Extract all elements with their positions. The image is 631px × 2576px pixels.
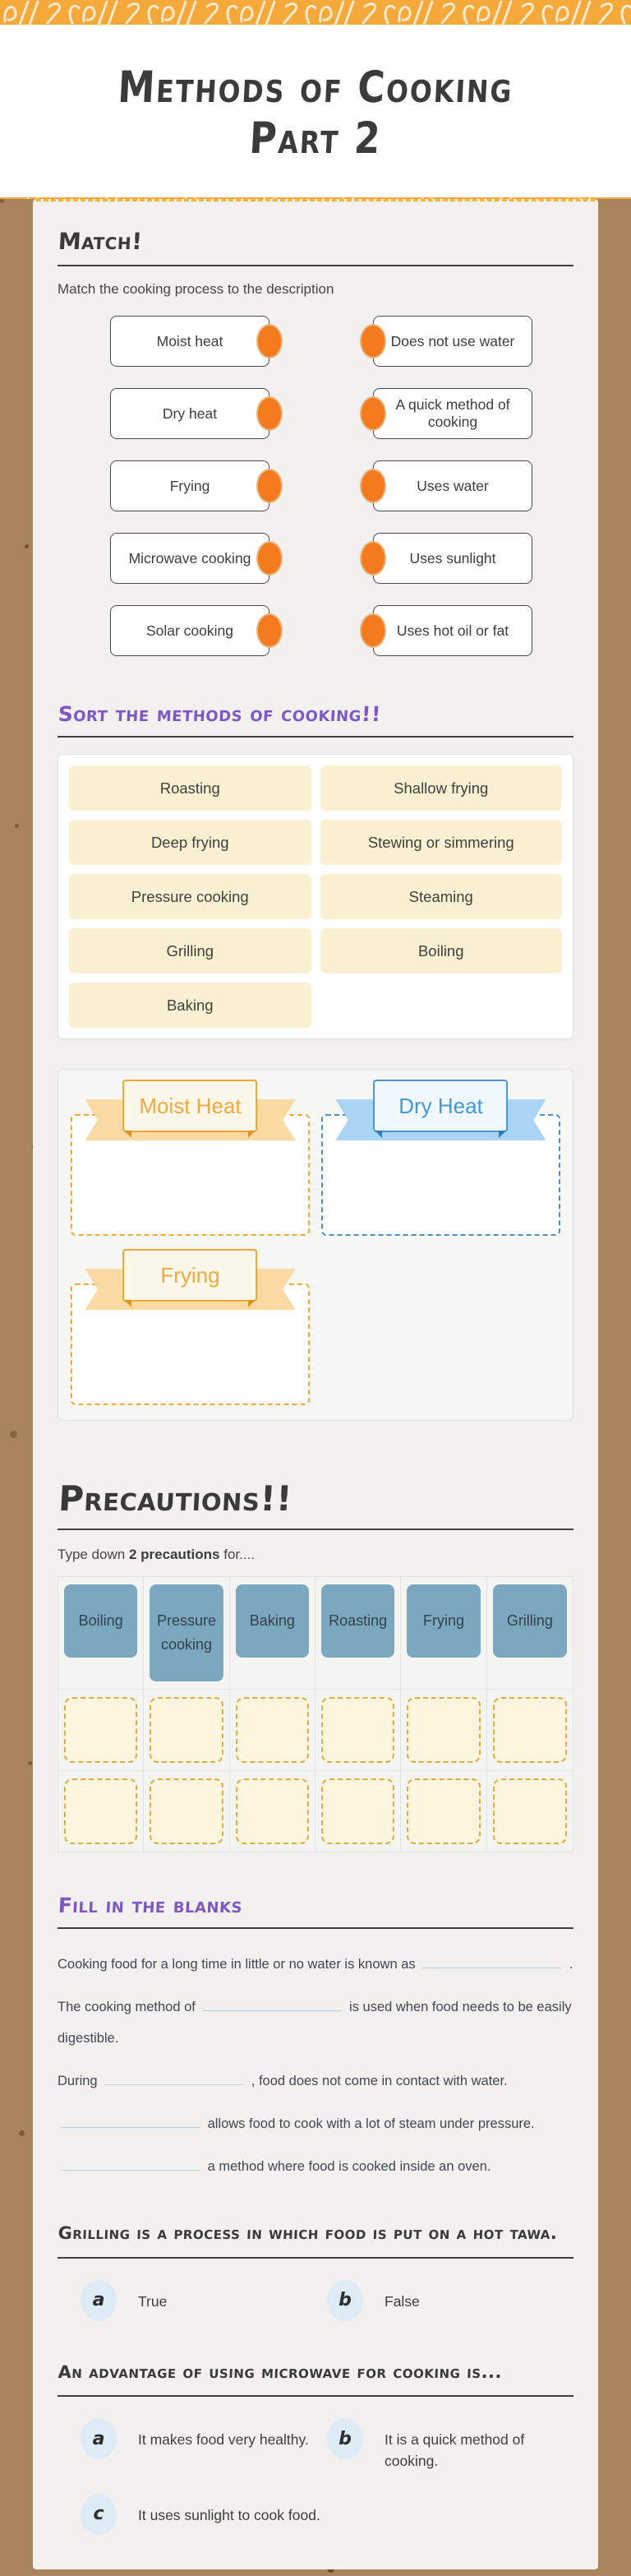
option-label: False — [385, 2292, 420, 2310]
bin-label: Dry Heat — [374, 1080, 509, 1132]
match-rows — [58, 316, 573, 656]
match-connector-dot[interactable] — [360, 613, 386, 648]
sort-option-button[interactable]: Deep frying — [69, 820, 311, 865]
sort-option-button[interactable]: Stewing or simmering — [320, 820, 563, 865]
precaution-answer-cell — [58, 1690, 144, 1771]
section-match — [58, 228, 573, 656]
option-letter-badge[interactable]: b — [327, 2418, 363, 2459]
precaution-method-chip: Boiling — [64, 1584, 137, 1658]
precaution-answer-cell — [316, 1690, 401, 1771]
precautions-heading: Precautions!! — [58, 1478, 294, 1519]
worksheet-header — [0, 25, 631, 197]
sort-option-button[interactable]: Pressure cooking — [69, 874, 311, 919]
question-tf-heading: Grilling is a process in which food is put on a hot tawa. — [58, 2223, 558, 2244]
precaution-answer-input[interactable] — [493, 1697, 567, 1763]
option-label: True — [138, 2292, 168, 2310]
match-connector-dot[interactable] — [360, 541, 386, 576]
precaution-answer-input[interactable] — [236, 1697, 309, 1763]
worksheet-title-line2: Part 2 — [248, 113, 384, 164]
match-connector-dot[interactable] — [360, 324, 386, 358]
sort-drop-bins — [58, 1069, 573, 1421]
sentence-text: Cooking food for a long time in little or no water is known as — [58, 1957, 420, 1972]
fill-blank-input[interactable] — [422, 1955, 562, 1969]
match-right-item[interactable]: A quick method of cooking — [373, 388, 532, 439]
question-mc-options — [58, 2397, 573, 2535]
instruction-text: Type down — [58, 1547, 129, 1563]
match-row — [58, 533, 573, 584]
section-divider — [58, 736, 573, 738]
precaution-answer-cell — [401, 1690, 486, 1771]
sentence-text: a method where food is cooked inside an oven. — [204, 2159, 491, 2175]
match-row — [58, 605, 573, 656]
precaution-answer-cell — [316, 1771, 401, 1852]
sort-bin-frying — [65, 1249, 316, 1405]
match-left-item[interactable]: Moist heat — [110, 316, 269, 367]
section-question-grilling — [58, 2220, 573, 2321]
precaution-answer-input[interactable] — [321, 1697, 394, 1763]
precaution-answer-input[interactable] — [150, 1697, 223, 1763]
sort-bin-dry-heat — [316, 1080, 566, 1236]
match-right-item[interactable]: Does not use water — [373, 316, 532, 367]
precaution-answer-cell — [401, 1771, 486, 1852]
section-precautions — [58, 1478, 573, 1852]
precaution-method-chip: Roasting — [321, 1584, 394, 1658]
section-sort — [58, 702, 573, 1421]
question-tf-options — [58, 2259, 573, 2321]
fill-blank-input[interactable] — [61, 2157, 200, 2171]
precaution-answer-input[interactable] — [236, 1778, 309, 1844]
section-fill-blanks — [58, 1894, 573, 2182]
precaution-method-chip: Frying — [407, 1584, 480, 1658]
section-divider — [58, 1528, 573, 1530]
utensil-doodle-pattern — [0, 0, 631, 25]
match-left-item[interactable]: Frying — [110, 460, 269, 511]
match-connector-dot[interactable] — [256, 613, 283, 648]
match-connector-dot[interactable] — [256, 469, 283, 503]
question-tf-option-a[interactable] — [81, 2280, 327, 2321]
match-left-item[interactable]: Microwave cooking — [110, 533, 269, 584]
fill-blank-sentence — [58, 1949, 573, 1980]
precaution-answer-input[interactable] — [407, 1778, 480, 1844]
worksheet-card — [33, 199, 598, 2569]
match-connector-dot[interactable] — [256, 541, 283, 576]
precaution-answer-input[interactable] — [64, 1778, 137, 1844]
match-right-item[interactable]: Uses sunlight — [373, 533, 532, 584]
match-left-item[interactable]: Dry heat — [110, 388, 269, 439]
sort-options-grid — [69, 765, 562, 1028]
precaution-answer-cell — [144, 1690, 229, 1771]
instruction-bold-text: 2 precautions — [128, 1547, 220, 1563]
precaution-answer-input[interactable] — [150, 1778, 223, 1844]
precaution-method-chip: Grilling — [493, 1584, 567, 1658]
sort-bin-moist-heat — [65, 1080, 316, 1236]
question-mc-option-a[interactable] — [81, 2418, 327, 2472]
sentence-text: allows food to cook with a lot of steam under pressure. — [204, 2116, 535, 2132]
section-question-microwave — [58, 2359, 573, 2535]
precaution-column-header — [487, 1577, 573, 1690]
match-right-item[interactable]: Uses hot oil or fat — [373, 605, 532, 656]
precaution-column-header — [230, 1577, 316, 1690]
section-divider — [58, 1927, 573, 1929]
precaution-answer-cell — [144, 1771, 229, 1852]
precaution-answer-input[interactable] — [64, 1697, 137, 1763]
match-row — [58, 460, 573, 511]
match-row — [58, 388, 573, 439]
sort-option-button[interactable]: Boiling — [320, 928, 563, 974]
sort-option-button[interactable]: Grilling — [69, 928, 311, 974]
precaution-method-chip: Baking — [236, 1584, 309, 1658]
precaution-answer-input[interactable] — [493, 1778, 567, 1844]
bin-label: Frying — [123, 1249, 258, 1302]
precaution-answer-input[interactable] — [407, 1697, 480, 1763]
option-label: It makes food very healthy. — [138, 2431, 309, 2449]
precaution-answer-cell — [230, 1690, 316, 1771]
match-heading: Match! — [58, 228, 144, 256]
option-letter-badge[interactable]: a — [81, 2418, 117, 2459]
precaution-answer-cell — [58, 1771, 144, 1852]
question-mc-option-b[interactable] — [327, 2418, 573, 2472]
sort-option-button[interactable]: Roasting — [69, 765, 311, 811]
precaution-column-header — [144, 1577, 229, 1690]
option-label: It uses sunlight to cook food. — [138, 2506, 320, 2523]
precaution-answer-cell — [487, 1771, 573, 1852]
match-row — [58, 316, 573, 367]
precaution-column-header — [401, 1577, 486, 1690]
fill-blank-sentence — [58, 1991, 573, 2054]
precautions-instruction — [58, 1547, 573, 1563]
precaution-method-chip: Pressure cooking — [150, 1584, 223, 1681]
section-divider — [58, 265, 573, 266]
fill-blank-sentence — [58, 2151, 573, 2182]
page-background — [0, 199, 631, 2569]
option-letter-badge[interactable]: a — [81, 2280, 117, 2321]
option-letter-badge[interactable]: c — [81, 2494, 117, 2535]
sentence-text: , food does not come in contact with water. — [247, 2074, 508, 2089]
precaution-column-header — [58, 1577, 144, 1690]
match-right-item[interactable]: Uses water — [373, 460, 532, 511]
precaution-column-header — [316, 1577, 401, 1690]
option-label: It is a quick method of cooking. — [385, 2431, 525, 2470]
fill-blank-sentence — [58, 2065, 573, 2097]
match-connector-dot[interactable] — [256, 396, 283, 431]
sort-options-card — [58, 754, 573, 1039]
question-tf-option-b[interactable] — [327, 2280, 573, 2321]
precautions-table — [58, 1576, 573, 1852]
sentence-text: . — [565, 1957, 573, 1972]
top-decorative-banner — [0, 0, 631, 25]
precaution-answer-cell — [230, 1771, 316, 1852]
bin-ribbon-banner — [85, 1249, 295, 1311]
precaution-answer-cell — [487, 1690, 573, 1771]
match-connector-dot[interactable] — [360, 469, 386, 503]
fill-blank-input[interactable] — [61, 2115, 200, 2129]
sort-option-button[interactable]: Baking — [69, 983, 311, 1028]
sentence-text: The cooking method of — [58, 2000, 200, 2015]
bin-ribbon-banner — [85, 1080, 295, 1142]
sort-option-button[interactable]: Steaming — [320, 874, 563, 919]
question-mc-option-c[interactable] — [81, 2494, 327, 2535]
bin-label: Moist Heat — [123, 1080, 258, 1132]
fill-blank-input[interactable] — [104, 2072, 244, 2086]
fill-blanks-sentences — [58, 1949, 573, 2182]
match-left-item[interactable]: Solar cooking — [110, 605, 269, 656]
match-connector-dot[interactable] — [360, 396, 386, 431]
precaution-answer-input[interactable] — [321, 1778, 394, 1844]
fill-blanks-heading: Fill in the blanks — [58, 1894, 243, 1918]
sort-option-button[interactable]: Shallow frying — [320, 765, 563, 811]
option-letter-badge[interactable]: b — [327, 2280, 363, 2321]
question-mc-heading: An advantage of using microwave for cooking is... — [58, 2361, 503, 2382]
instruction-text: for.... — [219, 1547, 256, 1563]
sentence-text: During — [58, 2074, 102, 2089]
sort-heading: Sort the methods of cooking!! — [58, 702, 382, 727]
fill-blank-input[interactable] — [202, 1998, 342, 2012]
worksheet-title-line1: Methods of Cooking — [116, 62, 515, 113]
sentence-text: is used when food needs to be easily digestible. — [58, 2000, 572, 2046]
fill-blank-sentence — [58, 2108, 573, 2139]
match-instruction: Match the cooking process to the description — [58, 281, 334, 298]
bin-ribbon-banner — [335, 1080, 546, 1142]
match-connector-dot[interactable] — [256, 324, 283, 358]
